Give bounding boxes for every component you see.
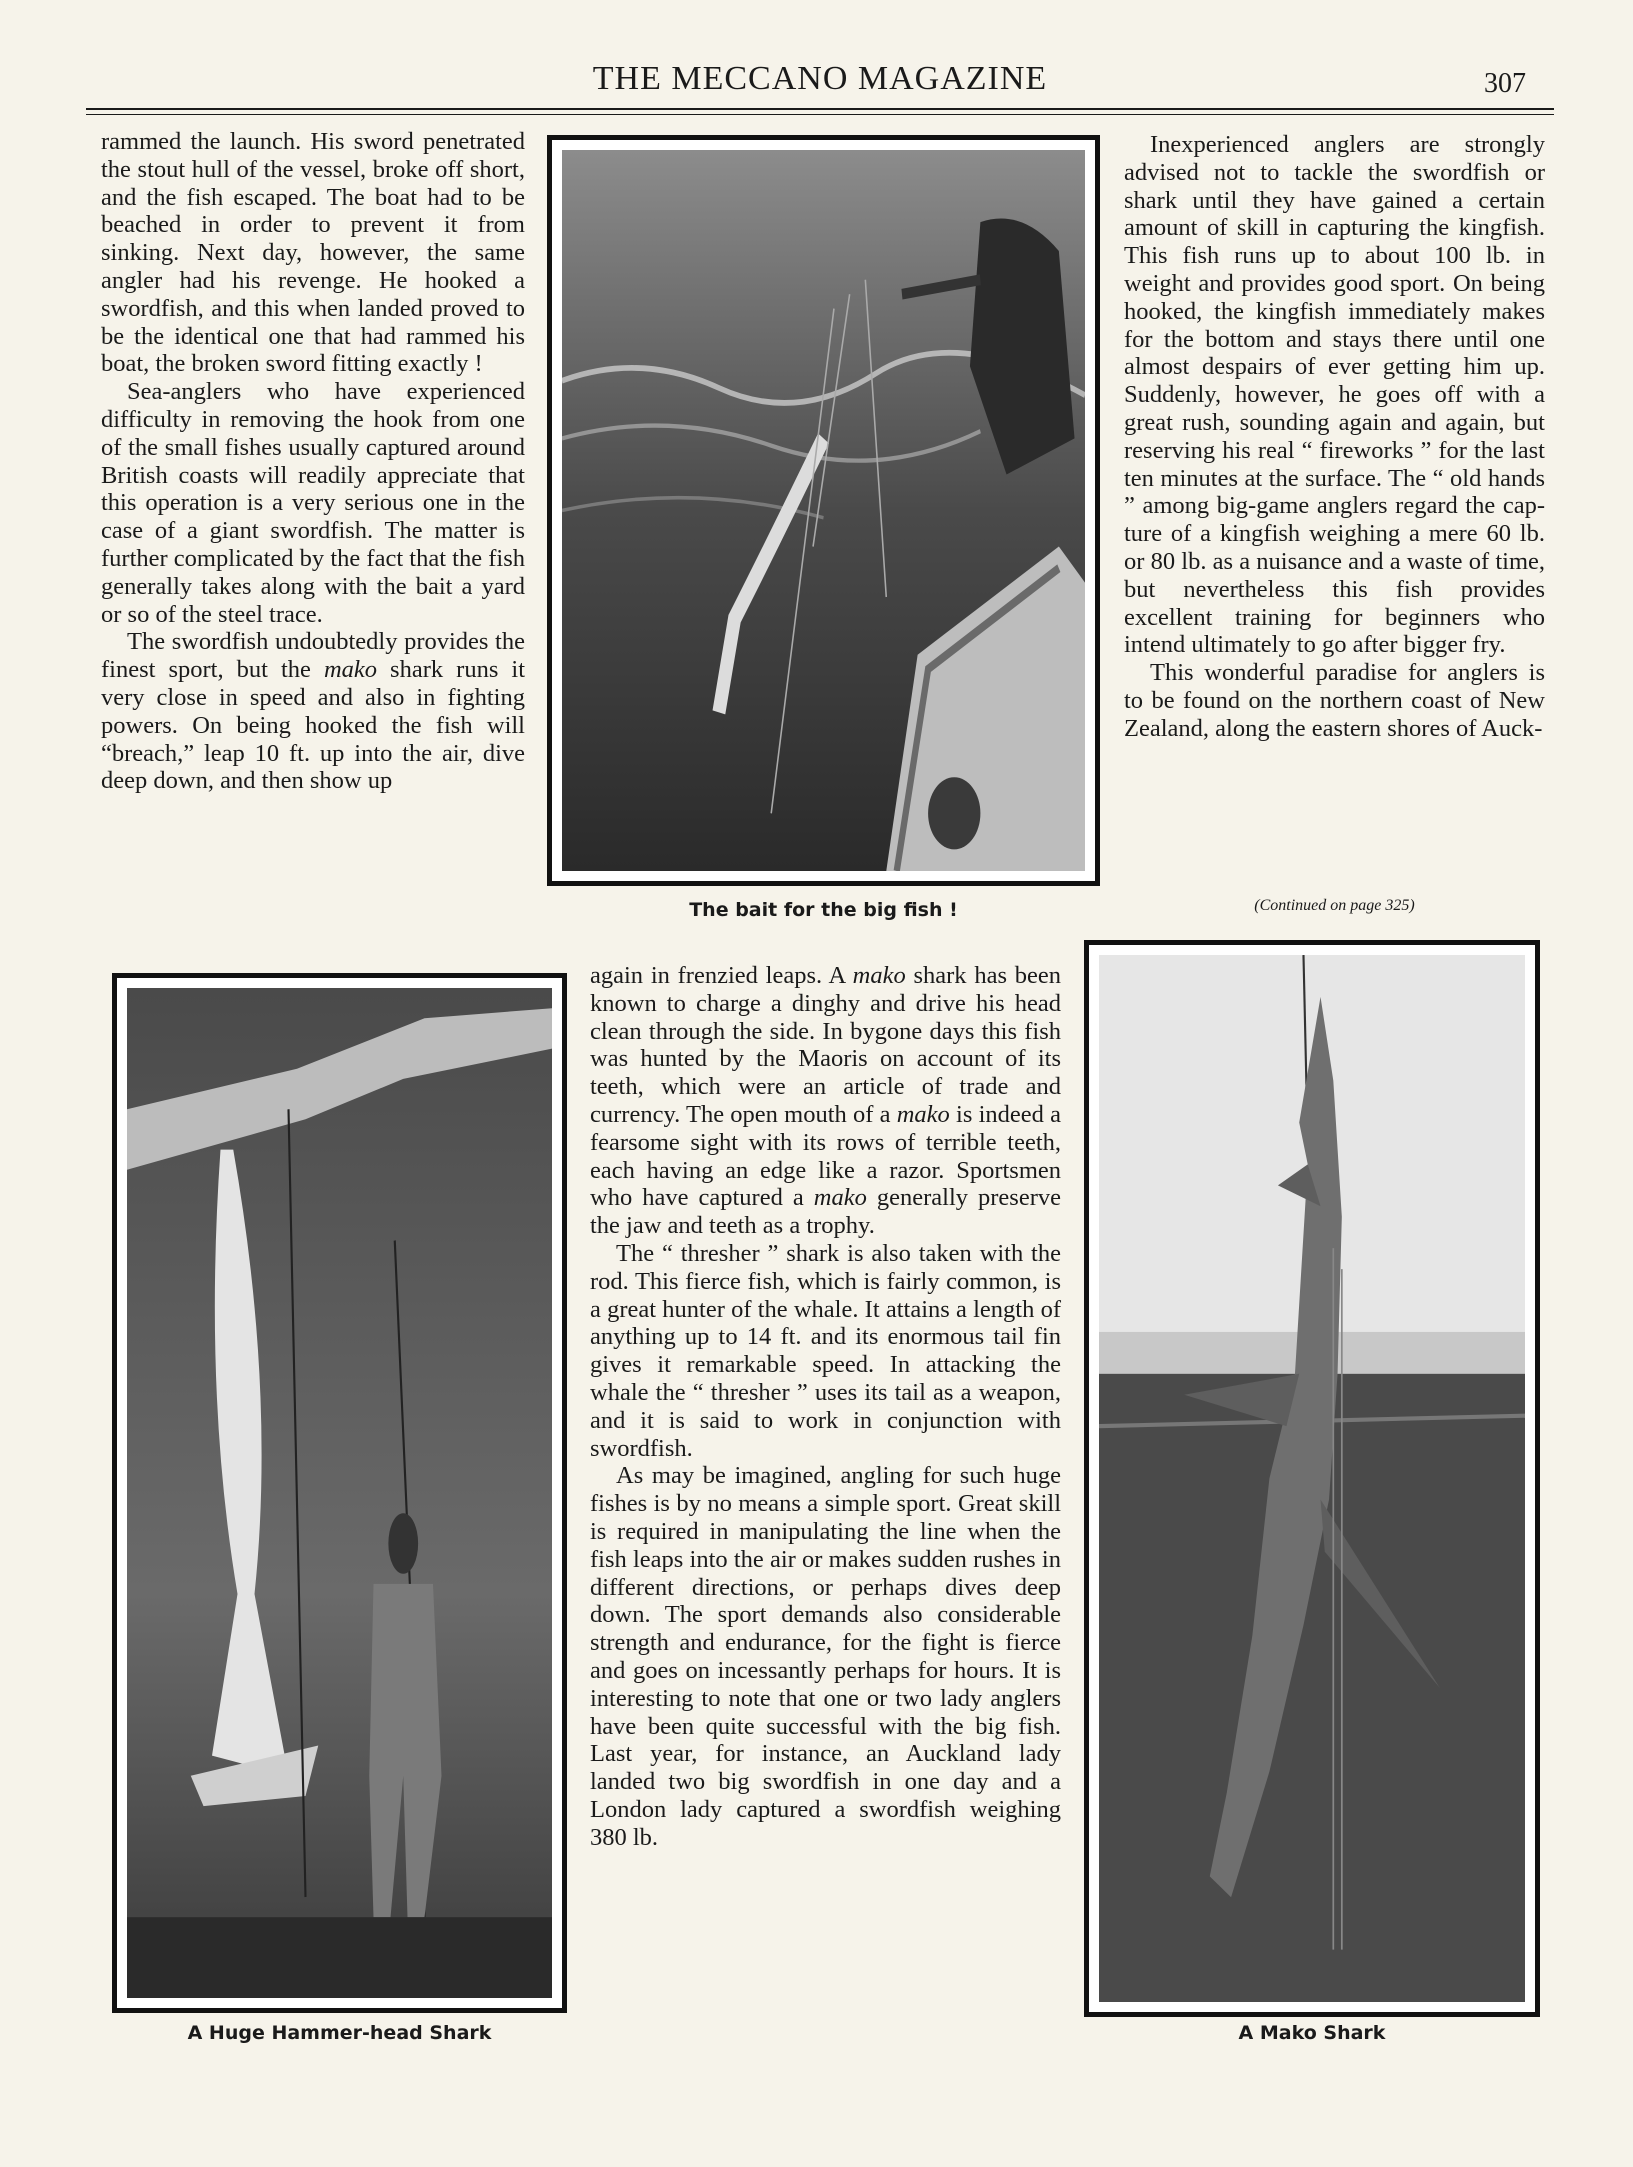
photo-bait — [547, 135, 1100, 886]
photo-hammerhead — [112, 973, 567, 2013]
photo-mako — [1084, 940, 1540, 2017]
column-left — [101, 128, 525, 795]
paragraph: Inexperienced anglers are strongly advised not to tackle the swordfish or shark until they have gained a certain amount of skill in capturing the kingfish. This fish runs up to about 100 lb. in weight and provides good sport. On being hooked, the kingfish immediately makes for the bottom and stays there until one almost despairs of ever getting him up. Suddenly, however, he goes off with a great rush, sounding again and again, but reserving his real “ fireworks ” for the last ten minutes at the surface. The “ old hands ” among big-game anglers regard the capture of a kingfish weighing a mere 60 lb. or 80 lb. as a nuisance and a waste of time, but nevertheless this fish provides excellent training for beginners who intend ultimately to go after bigger fry. — [1124, 131, 1545, 659]
bait-photo-image — [562, 150, 1085, 871]
paragraph: rammed the launch. His sword penetrated the stout hull of the vessel, broke off short, and the fish escaped. The boat had to be beached in order to prevent it from sinking. Next day, however, the same angler had his revenge. He hooked a swordfish, and this when landed proved to be the identical one that had rammed his boat, the broken sword fitting exactly ! — [101, 128, 525, 378]
bait-caption: The bait for the big fish ! — [689, 899, 958, 921]
paragraph: As may be imagined, angling for such huge fishes is by no means a simple sport. Great skill is required in manipulating the line when the fish leaps into the air or makes sudden rushes in different directions, or perhaps dives deep down. The sport demands also considerable strength and endurance, for the fight is fierce and goes on incessantly perhaps for hours. It is interesting to note that one or two lady anglers have been quite successful with the big fish. Last year, for instance, an Auckland lady landed two big swordfish in one day and a London lady captured a swordfish weighing 380 lb. — [590, 1462, 1061, 1851]
column-middle — [590, 962, 1061, 1852]
continued-note: (Continued on page 325) — [1254, 897, 1415, 914]
paragraph: again in frenzied leaps. A mako shark has been known to charge a dinghy and drive his head clean through the side. In bygone days this fish was hunted by the Maoris on account of its teeth, which were an article of trade and currency. The open mouth of a mako is indeed a fearsome sight with its rows of terrible teeth, each having an edge like a razor. Sportsmen who have captured a mako generally preserve the jaw and teeth as a trophy. — [590, 962, 1061, 1240]
hammerhead-caption: A Huge Hammer-head Shark — [187, 2022, 492, 2044]
magazine-title: THE MECCANO MAGAZINE — [592, 60, 1048, 97]
column-right — [1124, 131, 1545, 743]
running-header — [86, 56, 1554, 110]
paragraph: This wonderful paradise for anglers is to be found on the northern coast of New Zealand, along the eastern shores of Auck- — [1124, 659, 1545, 742]
mako-photo-image — [1099, 955, 1525, 2002]
paragraph: Sea-anglers who have experienced difficulty in removing the hook from one of the small fishes usually captured around British coasts will readily appreciate that this operation is a very serious one in the case of a giant swordfish. The matter is further complicated by the fact that the fish generally takes along with the bait a yard or so of the steel trace. — [101, 378, 525, 628]
paragraph: The swordfish undoubtedly provides the finest sport, but the mako shark runs it very close in speed and also in fighting powers. On being hooked the fish will “breach,” leap 10 ft. up into the air, dive deep down, and then show up — [101, 628, 525, 795]
page-number: 307 — [1484, 68, 1526, 99]
hammerhead-photo-image — [127, 988, 552, 1998]
mako-caption: A Mako Shark — [1238, 2022, 1386, 2044]
paragraph: The “ thresher ” shark is also taken with the rod. This fierce fish, which is fairly common, is a great hunter of the whale. It attains a length of anything up to 14 ft. and its enormous tail fin gives it remarkable speed. In attacking the whale the “ thresher ” uses its tail as a weapon, and it is said to work in conjunction with swordfish. — [590, 1239, 1061, 1462]
